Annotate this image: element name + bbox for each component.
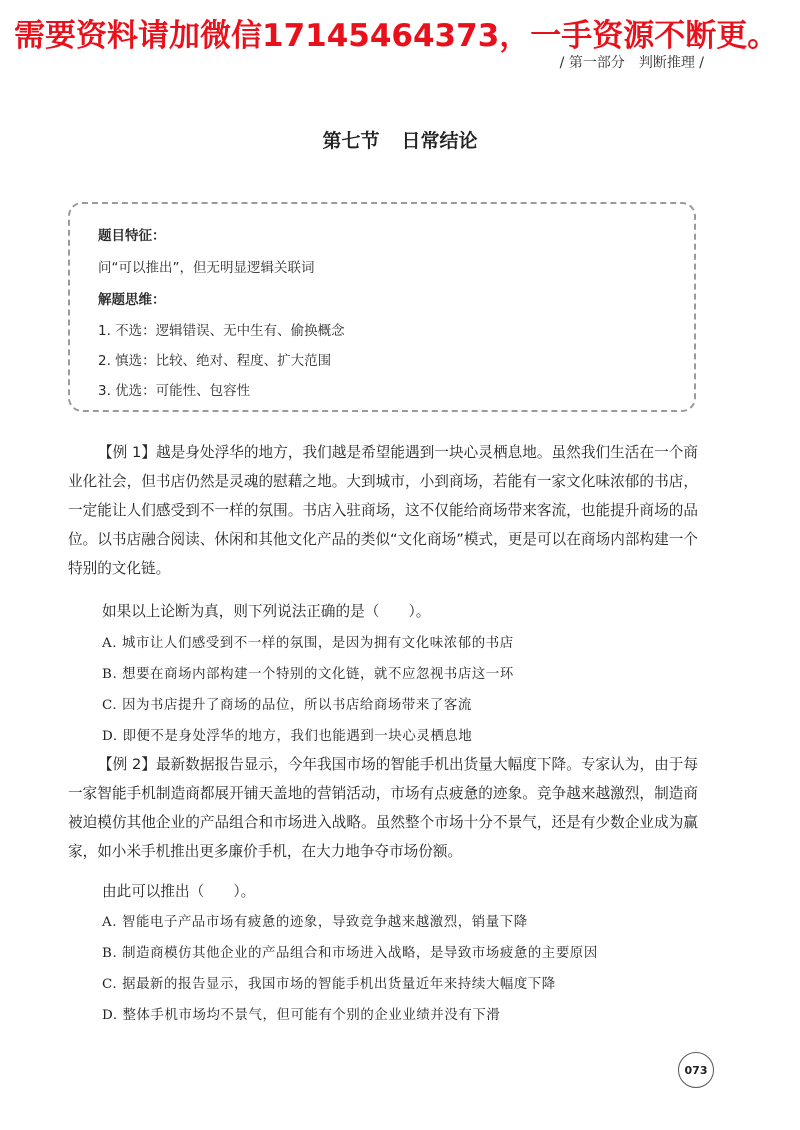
example1-question: 如果以上论断为真，则下列说法正确的是（ ）。: [102, 603, 431, 620]
method-item: 2. 慎选：比较、绝对、程度、扩大范围: [98, 353, 332, 369]
feature-label: 题目特征：: [98, 228, 166, 244]
example2-option-c: C. 据最新的报告显示，我国市场的智能手机出货量近年来持续大幅度下降: [102, 977, 556, 992]
example2-question: 由此可以推出（ ）。: [102, 883, 256, 900]
example2-option-b: B. 制造商模仿其他企业的产品组合和市场进入战略，是导致市场疲惫的主要原因: [102, 946, 598, 961]
section-number: 第七节: [322, 130, 380, 152]
method-label: 解题思维：: [98, 292, 166, 308]
feature-text: 问“可以推出”，但无明显逻辑关联词: [98, 260, 315, 276]
method-item: 1. 不选：逻辑错误、无中生有、偷换概念: [98, 323, 345, 339]
example2-passage: 【例 2】最新数据报告显示，今年我国市场的智能手机出货量大幅度下降。专家认为，由于每一家智能手机制造商都展开铺天盖地的营销活动，市场有点疲惫的迹象。竞争越来越激烈，制造商被迫模仿其他企业的产品组合和市场进入战略。虽然整个市场十分不景气，还是有少数企业成为赢家，如小米手机推出更多廉价手机，在大力地争夺市场份额。: [68, 756, 698, 860]
example1-option-c: C. 因为书店提升了商场的品位，所以书店给商场带来了客流: [102, 698, 472, 713]
part-header: / 第一部分 判断推理 /: [559, 55, 704, 71]
page-number: 073: [678, 1052, 714, 1088]
example1-option-a: A. 城市让人们感受到不一样的氛围，是因为拥有文化味浓郁的书店: [102, 636, 514, 651]
example1-option-b: B. 想要在商场内部构建一个特别的文化链，就不应忽视书店这一环: [102, 667, 514, 682]
example1-option-d: D. 即便不是身处浮华的地方，我们也能遇到一块心灵栖息地: [102, 729, 473, 744]
method-item: 3. 优选：可能性、包容性: [98, 383, 251, 399]
example1-passage: 【例 1】越是身处浮华的地方，我们越是希望能遇到一块心灵栖息地。虽然我们生活在一个商业化社会，但书店仍然是灵魂的慰藉之地。大到城市，小到商场，若能有一家文化味浓郁的书店，一定能让人们感受到不一样的氛围。书店入驻商场，这不仅能给商场带来客流，也能提升商场的品位。以书店融合阅读、休闲和其他文化产品的类似“文化商场”模式，更是可以在商场内部构建一个特别的文化链。: [68, 444, 698, 577]
example2-option-a: A. 智能电子产品市场有疲惫的迹象，导致竞争越来越激烈，销量下降: [102, 915, 528, 930]
section-title: [0, 126, 800, 153]
example2-option-d: D. 整体手机市场均不景气，但可能有个别的企业业绩并没有下滑: [102, 1008, 501, 1023]
tips-box: [68, 202, 696, 412]
section-name: 日常结论: [401, 130, 478, 152]
watermark-text: 需要资料请加微信17145464373，一手资源不断更。: [14, 18, 779, 54]
